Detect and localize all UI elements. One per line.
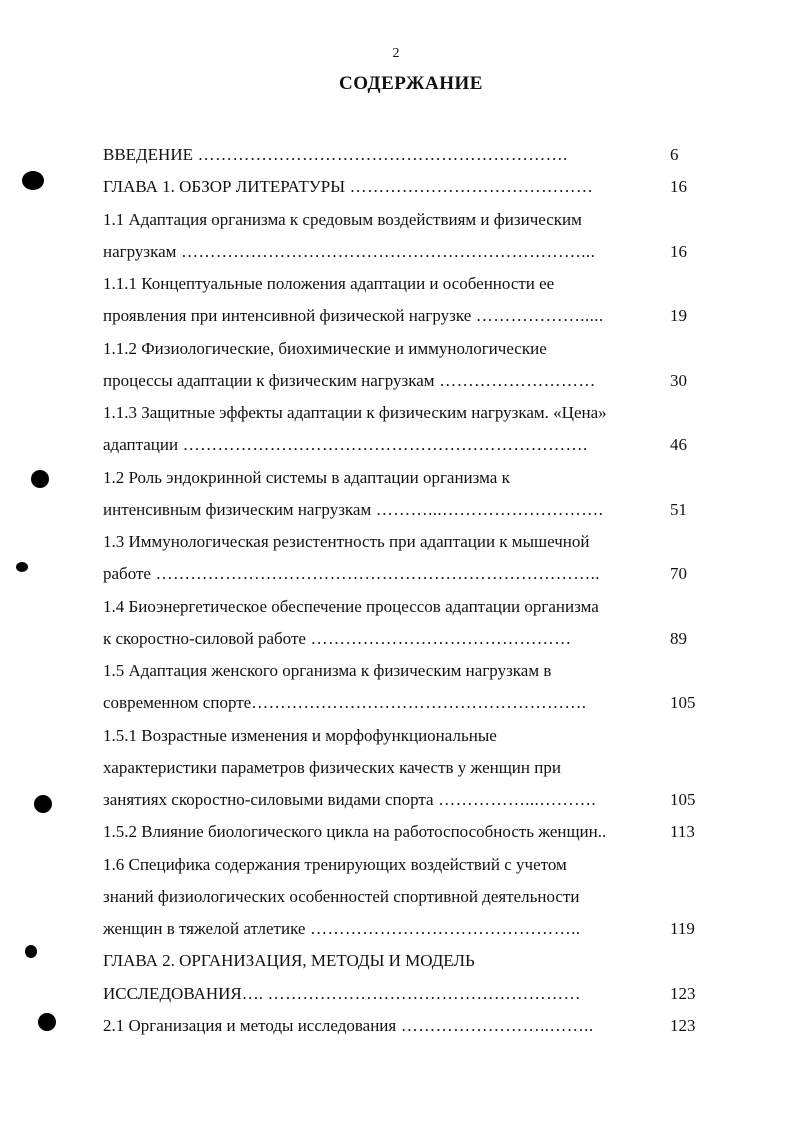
toc-entry-text: 2.1 Организация и методы исследования: [103, 1015, 397, 1035]
page-number: 2: [392, 46, 400, 61]
toc-page-number: 51: [670, 499, 687, 519]
toc-leader-dots: ………………………: [434, 370, 596, 390]
toc-entry-text: к скоростно-силовой работе: [103, 628, 306, 648]
toc-entry-text: 1.1.2 Физиологические, биохимические и иммунологические: [103, 338, 547, 358]
toc-entry-text: 1.2 Роль эндокринной системы в адаптации организма к: [103, 467, 510, 487]
toc-line: [103, 300, 703, 332]
toc-leader-dots: ………………………………………………….: [251, 693, 587, 713]
toc-line: [103, 558, 703, 590]
scan-hole-mark: [34, 795, 52, 813]
toc-leader-dots: ……………………………………………………………...: [176, 241, 596, 261]
toc-line: [103, 139, 703, 171]
scan-hole-mark: [31, 470, 49, 488]
toc-line: [103, 204, 703, 236]
toc-leader-dots: ………………………………………..: [305, 919, 581, 938]
toc-leader-dots: …………………………………………………………………..: [150, 564, 600, 584]
toc-entry-text: занятиях скоростно-силовыми видами спорта: [103, 790, 434, 809]
toc-entry-text: 1.6 Специфика содержания тренирующих воздействий с учетом: [103, 854, 567, 874]
toc-line: [103, 462, 703, 494]
toc-page-number: 46: [670, 435, 687, 455]
toc-line: [103, 784, 703, 816]
toc-entry-text: нагрузкам: [103, 241, 177, 261]
toc-page-number: 119: [670, 919, 695, 938]
toc-page-number: 30: [670, 370, 687, 390]
toc-line: [103, 945, 703, 977]
toc-page-number: 123: [670, 1015, 696, 1035]
toc-line: [103, 687, 703, 719]
toc-entry-text: 1.5.2 Влияние биологического цикла на работоспособность женщин..: [103, 822, 607, 842]
toc-page-number: 123: [670, 983, 696, 1003]
toc-line: [103, 365, 703, 397]
toc-line: [103, 397, 703, 429]
toc-leader-dots: ………………………………………: [305, 628, 572, 648]
toc-entry-text: современном спорте: [103, 693, 252, 713]
toc-page-number: 105: [670, 693, 696, 713]
toc-entry-text: ГЛАВА 2. ОРГАНИЗАЦИЯ, МЕТОДЫ И МОДЕЛЬ: [103, 951, 475, 971]
toc-leader-dots: ……………………………………: [345, 177, 594, 197]
toc-page-number: 19: [670, 306, 687, 326]
toc-line: [103, 816, 703, 848]
toc-line: [103, 978, 703, 1010]
toc-leader-dots: ……………….....: [471, 306, 604, 326]
toc-leader-dots: ……………………..……..: [396, 1015, 594, 1035]
toc-line: [103, 333, 703, 365]
toc-entry-text: работе: [103, 564, 151, 584]
toc-entry-text: ВВЕДЕНИЕ: [103, 145, 193, 164]
toc-page-number: 16: [670, 177, 687, 197]
toc-entry-text: ИССЛЕДОВАНИЯ….: [103, 983, 264, 1003]
toc-page-number: 105: [670, 790, 696, 809]
scan-hole-mark: [38, 1013, 56, 1031]
toc-line: [103, 720, 703, 752]
toc-entry-text: 1.4 Биоэнергетическое обеспечение процессов адаптации организма: [103, 596, 599, 616]
toc-entry-text: адаптации: [103, 435, 179, 455]
toc-line: [103, 268, 703, 300]
toc-line: [103, 655, 703, 687]
toc-entry-text: 1.3 Иммунологическая резистентность при адаптации к мышечной: [103, 532, 590, 551]
toc-page-number: 89: [670, 628, 687, 648]
toc-entry-text: 1.5 Адаптация женского организма к физическим нагрузкам в: [103, 661, 552, 680]
scan-speck-mark: [16, 562, 28, 572]
toc-entry-text: 1.1.3 Защитные эффекты адаптации к физическим нагрузкам. «Цена»: [103, 403, 607, 422]
toc-line: [103, 881, 703, 913]
toc-entry-text: 1.1 Адаптация организма к средовым воздействиям и физическим: [103, 209, 582, 229]
toc-leader-dots: ………...……………………….: [371, 499, 604, 519]
toc-entry-text: 1.5.1 Возрастные изменения и морфофункциональные: [103, 725, 497, 745]
toc-line: [103, 429, 703, 461]
toc-entry-text: ГЛАВА 1. ОБЗОР ЛИТЕРАТУРЫ: [103, 177, 346, 197]
toc-page-number: 70: [670, 564, 687, 584]
toc-page-number: 6: [670, 145, 679, 164]
toc-line: [103, 752, 703, 784]
toc-entry-text: проявления при интенсивной физической нагрузке: [103, 306, 472, 326]
toc-line: [103, 913, 703, 945]
toc-entry-text: женщин в тяжелой атлетике: [103, 919, 306, 938]
toc-line: [103, 171, 703, 203]
toc-entry-text: интенсивным физическим нагрузкам: [103, 499, 372, 519]
toc-leader-dots: ……………...……….: [433, 790, 597, 809]
toc-line: [103, 1010, 703, 1042]
toc-line: [103, 526, 703, 558]
toc-entry-text: знаний физиологических особенностей спортивной деятельности: [103, 886, 580, 906]
toc-leader-dots: …………………………………………………………….: [178, 435, 588, 455]
toc-line: [103, 849, 703, 881]
toc-line: [103, 236, 703, 268]
toc-leader-dots: ………………………………………………: [263, 983, 581, 1003]
toc-page-number: 16: [670, 241, 687, 261]
page-title: СОДЕРЖАНИЕ: [339, 73, 483, 94]
toc-line: [103, 623, 703, 655]
toc-entry-text: процессы адаптации к физическим нагрузкам: [103, 370, 435, 390]
toc-entry-text: 1.1.1 Концептуальные положения адаптации и особенности ее: [103, 274, 555, 293]
toc-page-number: 113: [670, 822, 695, 842]
scan-speck-mark: [25, 945, 37, 958]
toc-line: [103, 494, 703, 526]
toc-line: [103, 591, 703, 623]
scan-hole-mark: [22, 171, 44, 190]
toc-leader-dots: ……………………………………………………….: [192, 145, 568, 164]
toc-entry-text: характеристики параметров физических качеств у женщин при: [103, 757, 561, 777]
table-of-contents: [103, 139, 703, 1042]
